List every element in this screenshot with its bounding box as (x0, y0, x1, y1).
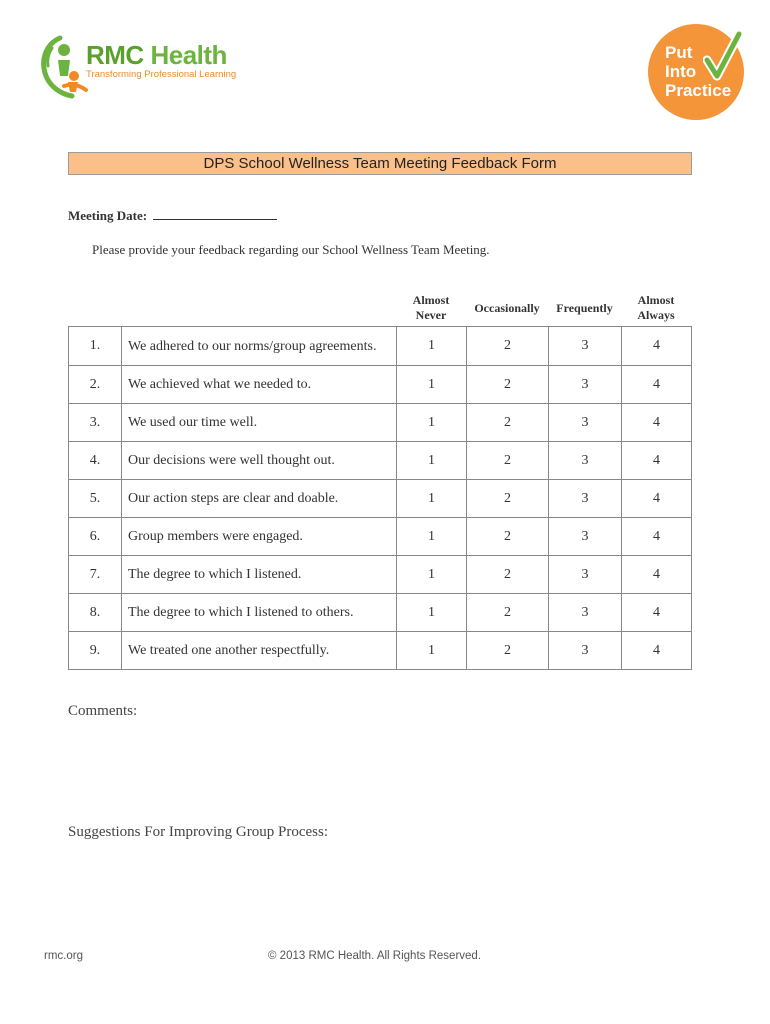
checkmark-icon (703, 30, 743, 82)
brand-tagline: Transforming Professional Learning (86, 69, 237, 80)
row-statement: We achieved what we needed to. (122, 366, 397, 404)
row-statement: The degree to which I listened to others. (122, 594, 397, 632)
rating-option[interactable]: 1 (397, 404, 467, 442)
figure-person-icon (38, 30, 90, 102)
row-statement: We used our time well. (122, 404, 397, 442)
rating-option[interactable]: 4 (622, 366, 692, 404)
rating-option[interactable]: 2 (467, 594, 549, 632)
rating-option[interactable]: 1 (397, 442, 467, 480)
rating-option[interactable]: 3 (549, 518, 622, 556)
rating-option[interactable]: 3 (549, 556, 622, 594)
rating-option[interactable]: 2 (467, 480, 549, 518)
meeting-date (68, 207, 277, 224)
rating-option[interactable]: 3 (549, 632, 622, 670)
brand-rmc: RMC (86, 40, 144, 70)
row-number: 7. (69, 556, 122, 594)
row-number: 8. (69, 594, 122, 632)
rating-table (68, 326, 692, 670)
row-statement: We treated one another respectfully. (122, 632, 397, 670)
rating-option[interactable]: 2 (467, 632, 549, 670)
badge-line-into: Into (665, 62, 697, 81)
rating-option[interactable]: 4 (622, 442, 692, 480)
footer-site: rmc.org (44, 950, 83, 962)
badge-line-practice: Practice (665, 81, 732, 100)
rating-option[interactable]: 4 (622, 480, 692, 518)
rating-option[interactable]: 1 (397, 518, 467, 556)
rating-option[interactable]: 1 (397, 556, 467, 594)
row-statement: The degree to which I listened. (122, 556, 397, 594)
rating-option[interactable]: 3 (549, 327, 622, 366)
rating-option[interactable]: 1 (397, 594, 467, 632)
meeting-date-field[interactable] (153, 207, 277, 220)
rating-option[interactable]: 4 (622, 594, 692, 632)
column-header-almost-never: Almost Never (412, 293, 450, 322)
rating-option[interactable]: 1 (397, 366, 467, 404)
table-row (69, 480, 692, 518)
rating-option[interactable]: 1 (397, 480, 467, 518)
table-row (69, 594, 692, 632)
badge-line-put: Put (665, 43, 693, 62)
table-row (69, 632, 692, 670)
rating-table-body (69, 327, 692, 670)
brand-name (86, 40, 227, 71)
form-title: DPS School Wellness Team Meeting Feedback Form (68, 152, 692, 175)
comments-label: Comments: (68, 703, 138, 719)
table-row (69, 404, 692, 442)
rating-option[interactable]: 2 (467, 556, 549, 594)
rating-option[interactable]: 3 (549, 442, 622, 480)
rating-option[interactable]: 2 (467, 442, 549, 480)
row-statement: We adhered to our norms/group agreements. (122, 327, 397, 366)
row-number: 1. (69, 327, 122, 366)
rating-option[interactable]: 3 (549, 480, 622, 518)
instructions-text: Please provide your feedback regarding our School Wellness Team Meeting. (92, 242, 490, 257)
row-number: 9. (69, 632, 122, 670)
rating-option[interactable]: 1 (397, 632, 467, 670)
rmc-health-logo (38, 30, 238, 102)
rating-option[interactable]: 4 (622, 518, 692, 556)
row-number: 5. (69, 480, 122, 518)
column-header-frequently: Frequently (556, 300, 613, 315)
table-row (69, 366, 692, 404)
footer-copyright: © 2013 RMC Health. All Rights Reserved. (268, 950, 482, 962)
column-header-almost-always: Almost Always (637, 293, 675, 322)
rating-option[interactable]: 4 (622, 327, 692, 366)
rating-option[interactable]: 2 (467, 366, 549, 404)
rating-option[interactable]: 4 (622, 632, 692, 670)
row-statement: Our action steps are clear and doable. (122, 480, 397, 518)
row-number: 2. (69, 366, 122, 404)
rating-option[interactable]: 2 (467, 404, 549, 442)
table-row (69, 327, 692, 366)
row-number: 3. (69, 404, 122, 442)
meeting-date-label: Meeting Date: (68, 208, 148, 223)
row-number: 4. (69, 442, 122, 480)
row-statement: Group members were engaged. (122, 518, 397, 556)
rating-option[interactable]: 3 (549, 404, 622, 442)
rating-option[interactable]: 2 (467, 518, 549, 556)
rating-option[interactable]: 3 (549, 366, 622, 404)
row-statement: Our decisions were well thought out. (122, 442, 397, 480)
table-row (69, 518, 692, 556)
rating-option[interactable]: 4 (622, 556, 692, 594)
put-into-practice-badge (648, 24, 744, 120)
rating-option[interactable]: 1 (397, 327, 467, 366)
suggestions-label: Suggestions For Improving Group Process: (68, 824, 328, 840)
table-row (69, 556, 692, 594)
column-header-occasionally: Occasionally (474, 300, 540, 315)
brand-health: Health (150, 40, 227, 70)
table-row (69, 442, 692, 480)
rating-option[interactable]: 2 (467, 327, 549, 366)
row-number: 6. (69, 518, 122, 556)
rating-option[interactable]: 3 (549, 594, 622, 632)
rating-option[interactable]: 4 (622, 404, 692, 442)
